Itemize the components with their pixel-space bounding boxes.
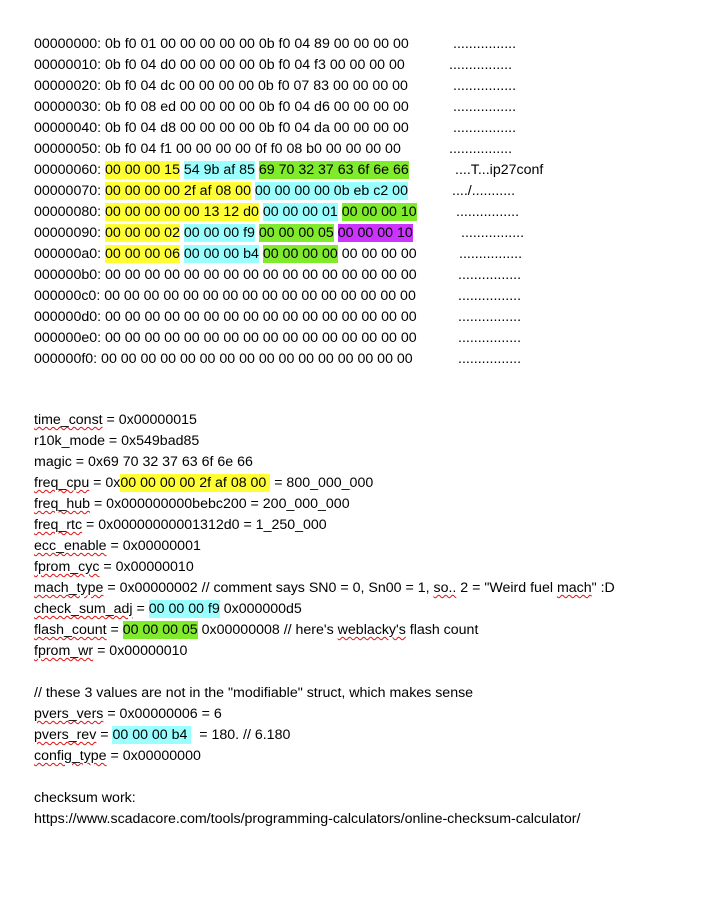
hex-row bbox=[34, 34, 517, 55]
highlighted-bytes: 00 00 00 00 2f af 08 00 bbox=[105, 183, 251, 199]
hex-text: 00000020: 0b f0 04 dc 00 00 00 00 0b f0 07 83 00 00 00 00 bbox=[34, 78, 408, 94]
hex-text: 000000f0: 00 00 00 00 00 00 00 00 00 00 00 00 00 00 00 00 bbox=[34, 351, 413, 367]
highlighted-bytes: 54 9b af 85 bbox=[183, 162, 255, 178]
hex-bytes bbox=[34, 202, 417, 223]
note-line bbox=[34, 515, 615, 536]
note-text: mach bbox=[556, 580, 592, 596]
note-text: ecc_enable bbox=[34, 538, 107, 554]
note-text: = bbox=[96, 727, 113, 743]
note-line bbox=[34, 599, 615, 620]
note-line bbox=[34, 683, 615, 704]
highlighted-value: 00 00 00 f9 bbox=[148, 601, 220, 617]
note-text: = 0x00000001 bbox=[106, 538, 201, 554]
note-line bbox=[34, 788, 615, 809]
note-text: mach_type bbox=[34, 580, 104, 596]
note-text: = 180. // 6.180 bbox=[191, 727, 291, 743]
hex-row bbox=[34, 160, 544, 181]
ascii-column: ................ bbox=[456, 204, 520, 220]
hex-text: 00000090: bbox=[34, 225, 106, 241]
ascii-column: ................ bbox=[453, 36, 517, 52]
hex-bytes bbox=[34, 55, 405, 76]
ascii-column: ................ bbox=[449, 141, 513, 157]
ascii-column: ................ bbox=[459, 246, 523, 262]
blank-line bbox=[34, 767, 615, 788]
note-text: 0x000000d5 bbox=[219, 601, 302, 617]
hex-row bbox=[34, 286, 522, 307]
hex-text: 00000050: 0b f0 04 f1 00 00 00 00 0f f0 08 b0 00 00 00 00 bbox=[34, 141, 401, 157]
ascii-column: ................ bbox=[458, 330, 522, 346]
hex-text: 000000e0: 00 00 00 00 00 00 00 00 00 00 00 00 00 00 00 00 bbox=[34, 330, 417, 346]
hex-dump bbox=[34, 34, 544, 370]
highlighted-bytes: 00 00 00 00 bbox=[262, 246, 338, 262]
note-text: check_sum_adj bbox=[34, 601, 133, 617]
hex-row bbox=[34, 265, 522, 286]
highlighted-bytes: 00 00 00 00 00 13 12 d0 bbox=[105, 204, 259, 220]
field-notes bbox=[34, 410, 615, 830]
hex-text: 000000b0: 00 00 00 00 00 00 00 00 00 00 00 00 00 00 00 00 bbox=[34, 267, 417, 283]
highlighted-bytes: 69 70 32 37 63 6f 6e 66 bbox=[258, 162, 409, 178]
ascii-column: ................ bbox=[461, 225, 525, 241]
note-text: time_const bbox=[34, 412, 103, 428]
ascii-column: ................ bbox=[453, 99, 517, 115]
ascii-column: ................ bbox=[449, 57, 513, 73]
hex-row bbox=[34, 76, 517, 97]
note-line bbox=[34, 452, 615, 473]
note-text: = 0x00000010 bbox=[93, 643, 188, 659]
note-line bbox=[34, 641, 615, 662]
hex-row bbox=[34, 139, 513, 160]
hex-row bbox=[34, 223, 525, 244]
note-line bbox=[34, 746, 615, 767]
note-line bbox=[34, 704, 615, 725]
note-text: " :D bbox=[591, 580, 615, 596]
hex-text: 00000030: 0b f0 08 ed 00 00 00 00 0b f0 04 d6 00 00 00 00 bbox=[34, 99, 409, 115]
hex-bytes bbox=[34, 181, 408, 202]
note-text: = 0x00000000001312d0 = 1_250_000 bbox=[82, 517, 327, 533]
hex-bytes bbox=[34, 349, 413, 370]
hex-text: 00000070: bbox=[34, 183, 106, 199]
hex-row bbox=[34, 118, 517, 139]
hex-bytes bbox=[34, 265, 417, 286]
highlighted-bytes: 00 00 00 02 bbox=[105, 225, 180, 241]
hex-text: 00000080: bbox=[34, 204, 106, 220]
highlighted-bytes: 00 00 00 10 bbox=[341, 204, 417, 220]
note-text: https://www.scadacore.com/tools/programming-calculators/online-checksum-calculator/ bbox=[34, 811, 581, 827]
note-text: flash_count bbox=[34, 622, 107, 638]
note-text: = 0x00000015 bbox=[102, 412, 197, 428]
highlighted-value: 00 00 00 05 bbox=[122, 622, 198, 638]
note-line bbox=[34, 494, 615, 515]
hex-bytes bbox=[34, 118, 409, 139]
note-text: magic = 0x69 70 32 37 63 6f 6e 66 bbox=[34, 454, 253, 470]
highlighted-bytes: 00 00 00 01 bbox=[262, 204, 338, 220]
hex-text: 00000040: 0b f0 04 d8 00 00 00 00 0b f0 04 da 00 00 00 00 bbox=[34, 120, 409, 136]
hex-row bbox=[34, 328, 522, 349]
hex-text: 000000a0: bbox=[34, 246, 106, 262]
highlighted-bytes: 00 00 00 00 0b eb c2 00 bbox=[254, 183, 408, 199]
note-text: r10k_mode = 0x549bad85 bbox=[34, 433, 200, 449]
note-line bbox=[34, 725, 615, 746]
ascii-column: ..../........... bbox=[452, 183, 516, 199]
note-text: weblacky's bbox=[337, 622, 406, 638]
highlighted-bytes: 00 00 00 06 bbox=[105, 246, 180, 262]
ascii-column: ................ bbox=[458, 351, 522, 367]
note-line bbox=[34, 473, 615, 494]
note-line bbox=[34, 578, 615, 599]
hex-bytes bbox=[34, 76, 408, 97]
note-text: checksum work: bbox=[34, 790, 136, 806]
note-text: config_type bbox=[34, 748, 107, 764]
highlighted-bytes: 00 00 00 f9 bbox=[183, 225, 255, 241]
note-text: = 0x00000006 = 6 bbox=[103, 706, 222, 722]
note-text: = 0x00000002 // comment says SN0 = 0, Sn00 = 1, bbox=[103, 580, 434, 596]
note-text: = 800_000_000 bbox=[270, 475, 374, 491]
highlighted-bytes: 00 00 00 b4 bbox=[183, 246, 259, 262]
note-text: 0x00000008 // here's bbox=[197, 622, 338, 638]
hex-text: 000000c0: 00 00 00 00 00 00 00 00 00 00 00 00 00 00 00 00 bbox=[34, 288, 416, 304]
hex-row bbox=[34, 202, 520, 223]
highlighted-bytes: 00 00 00 15 bbox=[105, 162, 180, 178]
note-text: freq_rtc bbox=[34, 517, 83, 533]
ascii-column: ................ bbox=[458, 309, 522, 325]
ascii-column: ................ bbox=[453, 120, 517, 136]
ascii-column: ................ bbox=[458, 288, 522, 304]
note-line bbox=[34, 410, 615, 431]
ascii-column: ................ bbox=[458, 267, 522, 283]
hex-text: 00000000: 0b f0 01 00 00 00 00 00 0b f0 04 89 00 00 00 00 bbox=[34, 36, 409, 52]
hex-bytes bbox=[34, 139, 401, 160]
note-text: = bbox=[106, 622, 123, 638]
note-text: // these 3 values are not in the "modifiable" struct, which makes sense bbox=[34, 685, 474, 701]
note-line bbox=[34, 431, 615, 452]
hex-text: 000000d0: 00 00 00 00 00 00 00 00 00 00 00 00 00 00 00 00 bbox=[34, 309, 417, 325]
highlighted-value: 00 00 00 b4 bbox=[112, 727, 192, 743]
note-line bbox=[34, 557, 615, 578]
highlighted-value: 00 00 00 00 2f af 08 00 bbox=[120, 475, 271, 491]
hex-row bbox=[34, 307, 522, 328]
highlighted-bytes: 00 00 00 05 bbox=[258, 225, 334, 241]
hex-bytes bbox=[34, 307, 417, 328]
hex-row bbox=[34, 181, 516, 202]
hex-text: 00000060: bbox=[34, 162, 106, 178]
hex-text: 00000010: 0b f0 04 d0 00 00 00 00 0b f0 04 f3 00 00 00 00 bbox=[34, 57, 405, 73]
hex-row bbox=[34, 97, 517, 118]
hex-bytes bbox=[34, 160, 409, 181]
ascii-column: ....T...ip27conf bbox=[455, 162, 544, 178]
note-text: = 0x00000000 bbox=[106, 748, 201, 764]
hex-bytes bbox=[34, 223, 413, 244]
note-text: = bbox=[132, 601, 149, 617]
hex-row bbox=[34, 55, 513, 76]
hex-text: 00 00 00 00 bbox=[337, 246, 417, 262]
note-line bbox=[34, 809, 615, 830]
note-text: fprom_cyc bbox=[34, 559, 100, 575]
note-text: 2 = "Weird fuel bbox=[456, 580, 557, 596]
hex-bytes bbox=[34, 97, 409, 118]
hex-bytes bbox=[34, 34, 409, 55]
note-text: = 0x000000000bebc200 = 200_000_000 bbox=[90, 496, 350, 512]
note-text: = 0x00000010 bbox=[99, 559, 194, 575]
hex-bytes bbox=[34, 286, 416, 307]
hex-bytes bbox=[34, 328, 417, 349]
note-line bbox=[34, 536, 615, 557]
highlighted-bytes: 00 00 00 10 bbox=[337, 225, 413, 241]
note-text: so.. bbox=[433, 580, 457, 596]
hex-row bbox=[34, 349, 522, 370]
note-text: flash count bbox=[405, 622, 479, 638]
note-text: fprom_wr bbox=[34, 643, 94, 659]
hex-bytes bbox=[34, 244, 417, 265]
hex-row bbox=[34, 244, 523, 265]
blank-line bbox=[34, 662, 615, 683]
note-line bbox=[34, 620, 615, 641]
note-text: = 0x bbox=[89, 475, 121, 491]
note-text: pvers_vers bbox=[34, 706, 104, 722]
note-text: freq_hub bbox=[34, 496, 91, 512]
note-text: pvers_rev bbox=[34, 727, 97, 743]
ascii-column: ................ bbox=[453, 78, 517, 94]
note-text: freq_cpu bbox=[34, 475, 90, 491]
